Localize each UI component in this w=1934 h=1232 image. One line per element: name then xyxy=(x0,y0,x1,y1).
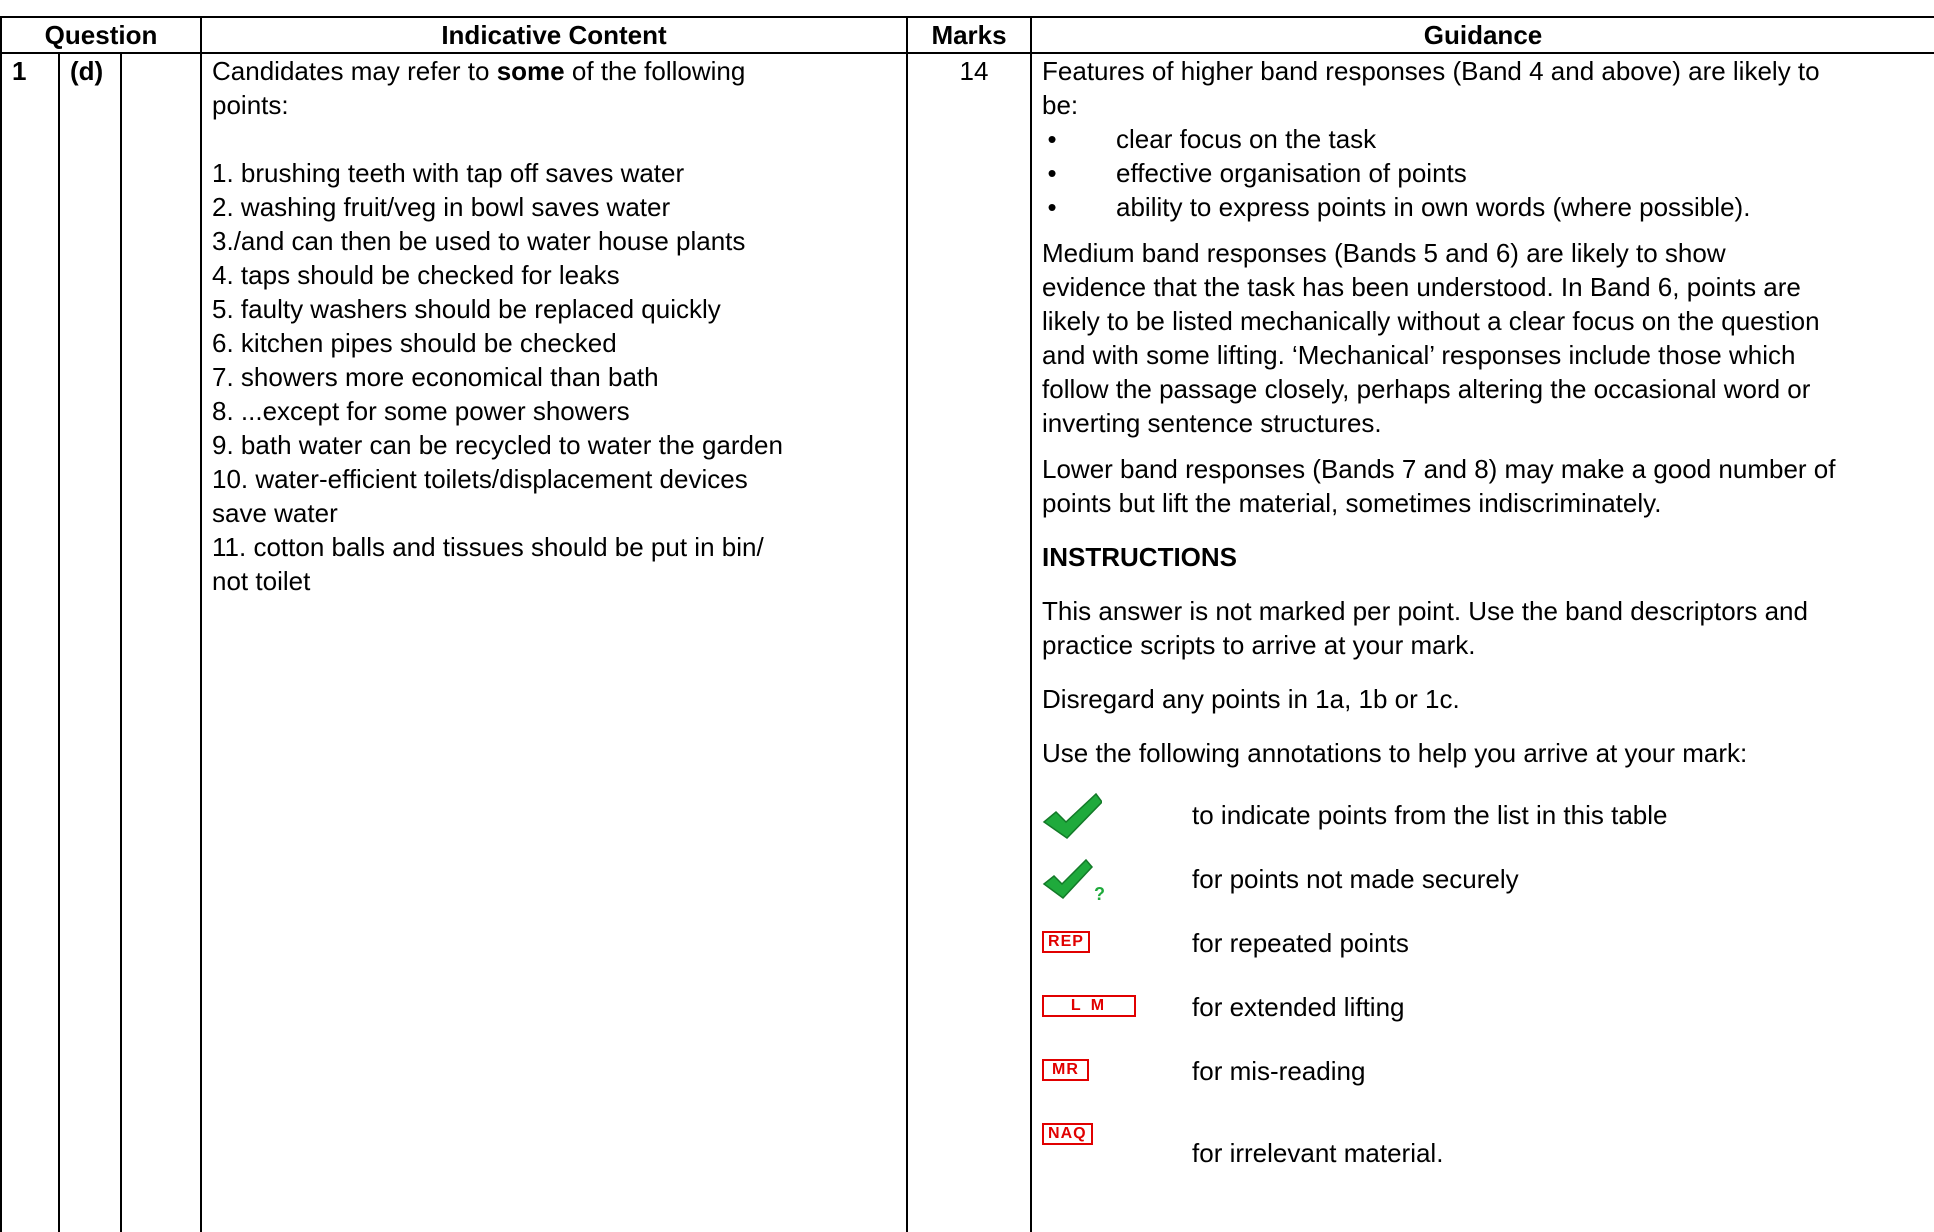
tick-question-mark: ? xyxy=(1094,884,1106,904)
header-row xyxy=(1,17,1934,53)
content-intro-tail: of the following xyxy=(564,56,746,86)
instructions-heading: INSTRUCTIONS xyxy=(1042,542,1238,572)
question-number: 1 xyxy=(1,53,59,1232)
guidance-medium xyxy=(1042,236,1934,440)
lm-stamp-icon xyxy=(1042,984,1192,1034)
content-point: 6. kitchen pipes should be checked xyxy=(212,328,617,358)
content-point: 4. taps should be checked for leaks xyxy=(212,260,620,290)
mark-scheme-table xyxy=(0,16,1934,1232)
content-point: 1. brushing teeth with tap off saves water xyxy=(212,158,685,188)
content-intro xyxy=(212,54,906,88)
guidance-higher-intro-2: be: xyxy=(1042,90,1079,120)
guidance-bullet xyxy=(1042,190,1934,224)
annotation-list xyxy=(1042,792,1934,1172)
annotation-text: to indicate points from the list in this table xyxy=(1192,800,1668,830)
guidance-medium-line: follow the passage closely, perhaps altering the occasional word or xyxy=(1042,374,1811,404)
marks-value: 14 xyxy=(907,53,1031,1232)
instructions-line: This answer is not marked per point. Use the band descriptors and xyxy=(1042,596,1808,626)
content-point: 3./and can then be used to water house plants xyxy=(212,226,746,256)
header-question: Question xyxy=(1,17,201,53)
content-intro-bold: some xyxy=(496,56,565,86)
annotation-text: for mis-reading xyxy=(1192,1056,1366,1086)
tick-icon xyxy=(1042,792,1192,842)
annotation-text: for points not made securely xyxy=(1192,864,1519,894)
header-guidance: Guidance xyxy=(1031,17,1934,53)
mr-stamp-label: MR xyxy=(1042,1059,1089,1081)
bullet-icon: • xyxy=(1047,192,1057,222)
guidance-medium-line: inverting sentence structures. xyxy=(1042,408,1382,438)
lm-stamp-label: L M xyxy=(1042,995,1136,1017)
question-subpart xyxy=(121,53,201,1232)
content-intro-text: Candidates may refer to xyxy=(212,56,497,86)
guidance-cell xyxy=(1031,53,1934,1232)
instructions-line: practice scripts to arrive at your mark. xyxy=(1042,630,1476,660)
content-point: 5. faulty washers should be replaced quickly xyxy=(212,294,721,324)
bullet-icon: • xyxy=(1047,124,1057,154)
annotation-item xyxy=(1042,920,1934,984)
content-intro-line2: points: xyxy=(212,90,289,120)
guidance-lower-line: Lower band responses (Bands 7 and 8) may make a good number of xyxy=(1042,454,1836,484)
question-row xyxy=(1,53,1934,1232)
annotation-item xyxy=(1042,792,1934,856)
guidance-annotations-intro: Use the following annotations to help you arrive at your mark: xyxy=(1042,738,1748,768)
guidance-medium-line: likely to be listed mechanically without a clear focus on the question xyxy=(1042,306,1820,336)
content-point: 7. showers more economical than bath xyxy=(212,362,659,392)
content-point: 2. washing fruit/veg in bowl saves water xyxy=(212,192,671,222)
annotation-text: for repeated points xyxy=(1192,928,1409,958)
annotation-text: for extended lifting xyxy=(1192,992,1405,1022)
guidance-lower-line: points but lift the material, sometimes indiscriminately. xyxy=(1042,488,1662,518)
content-point: not toilet xyxy=(212,566,311,596)
rep-stamp-icon xyxy=(1042,920,1192,970)
guidance-lower xyxy=(1042,452,1934,520)
guidance-bullet xyxy=(1042,156,1934,190)
guidance-instructions xyxy=(1042,594,1934,662)
question-part: (d) xyxy=(59,53,121,1232)
guidance-bullets xyxy=(1042,122,1934,224)
content-point: 8. ...except for some power showers xyxy=(212,396,630,426)
guidance-higher-intro: Features of higher band responses (Band 4 and above) are likely to xyxy=(1042,56,1820,86)
guidance-bullet-text: clear focus on the task xyxy=(1116,124,1377,154)
guidance-bullet xyxy=(1042,122,1934,156)
content-point: save water xyxy=(212,498,338,528)
annotation-item xyxy=(1042,984,1934,1048)
tick-question-icon xyxy=(1042,856,1192,906)
guidance-medium-line: Medium band responses (Bands 5 and 6) are likely to show xyxy=(1042,238,1726,268)
guidance-bullet-text: effective organisation of points xyxy=(1116,158,1467,188)
guidance-medium-line: evidence that the task has been understood. In Band 6, points are xyxy=(1042,272,1801,302)
rep-stamp-label: REP xyxy=(1042,931,1090,953)
mr-stamp-icon xyxy=(1042,1048,1192,1098)
annotation-text: for irrelevant material. xyxy=(1192,1138,1444,1168)
guidance-bullet-text: ability to express points in own words (where possible). xyxy=(1116,192,1751,222)
annotation-item xyxy=(1042,1112,1934,1172)
guidance-disregard: Disregard any points in 1a, 1b or 1c. xyxy=(1042,684,1460,714)
naq-stamp-icon xyxy=(1042,1112,1192,1162)
annotation-item xyxy=(1042,856,1934,920)
naq-stamp-label: NAQ xyxy=(1042,1123,1093,1145)
content-points-list xyxy=(212,156,906,598)
guidance-medium-line: and with some lifting. ‘Mechanical’ responses include those which xyxy=(1042,340,1796,370)
header-indicative-content: Indicative Content xyxy=(201,17,907,53)
annotation-item xyxy=(1042,1048,1934,1112)
bullet-icon: • xyxy=(1047,158,1057,188)
content-point: 11. cotton balls and tissues should be put in bin/ xyxy=(212,532,764,562)
indicative-content-cell xyxy=(201,53,907,1232)
header-marks: Marks xyxy=(907,17,1031,53)
content-point: 9. bath water can be recycled to water the garden xyxy=(212,430,783,460)
content-point: 10. water-efficient toilets/displacement devices xyxy=(212,464,748,494)
